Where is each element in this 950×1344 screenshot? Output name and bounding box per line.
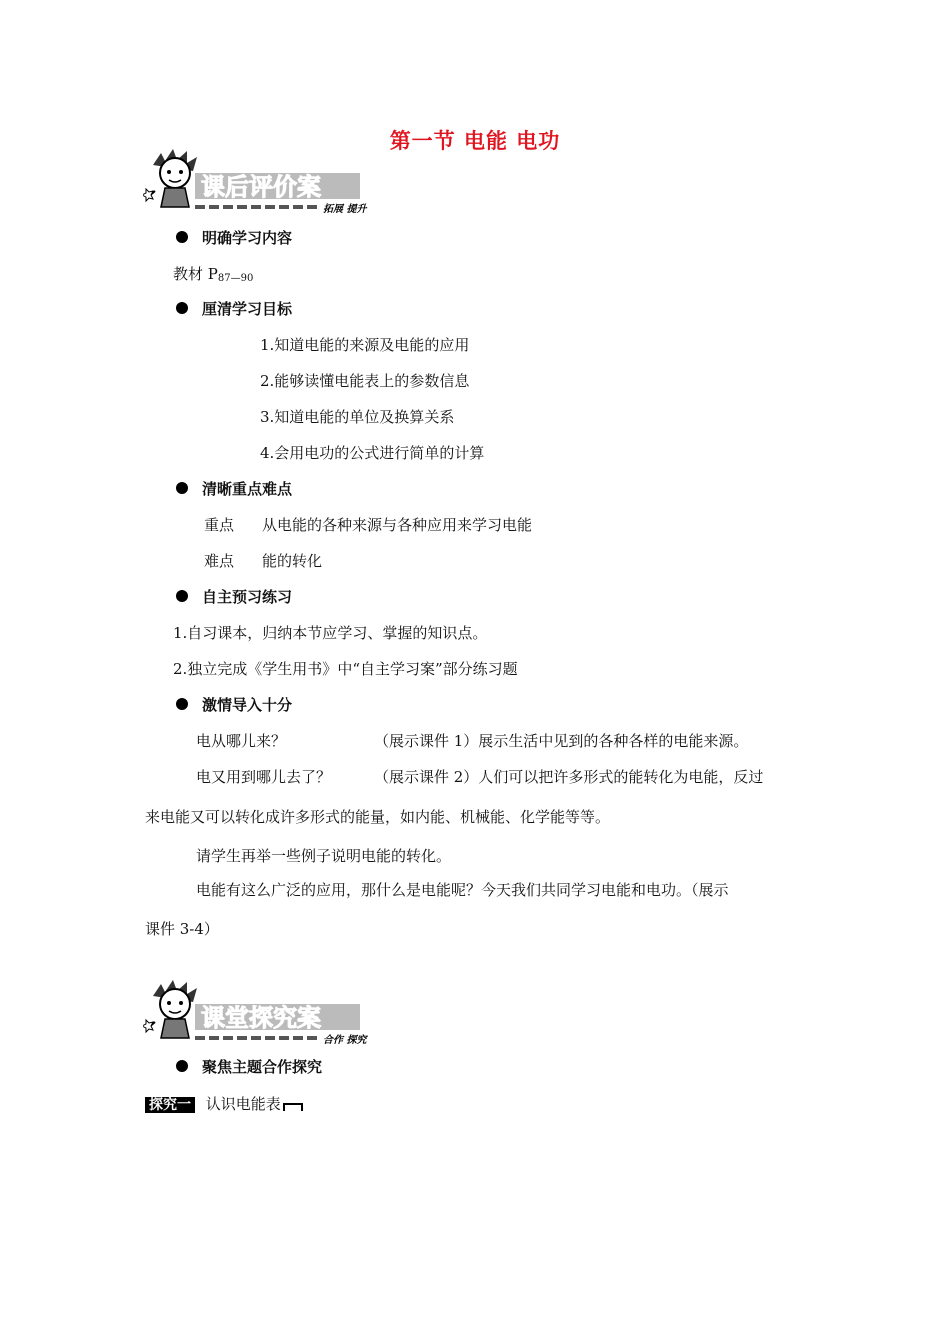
- banner-sub-text: 拓展 提升: [323, 204, 367, 215]
- bullet-icon: [176, 590, 188, 602]
- self-study-item: 2.独立完成《学生用书》中“自主学习案”部分练习题: [173, 660, 518, 678]
- banner-classroom-exploration: [143, 976, 388, 1046]
- cartoon-boy-icon: [143, 980, 197, 1038]
- bullet-icon: [176, 231, 188, 243]
- banner-main-text: 课堂探究案: [201, 1004, 321, 1032]
- banner-main-text: 课后评价案: [201, 173, 321, 201]
- goal-item: 3.知道电能的单位及换算关系: [260, 408, 455, 426]
- bullet-icon: [176, 698, 188, 710]
- bullet-icon: [176, 1060, 188, 1072]
- answer-1: （展示课件 1）展示生活中见到的各种各样的电能来源。: [374, 732, 749, 750]
- answer-2-continued: 来电能又可以转化成许多形式的能量，如内能、机械能、化学能等等。: [145, 808, 611, 826]
- page-title: 第一节 电能 电功: [389, 129, 561, 153]
- heading-key-points: 清晰重点难点: [202, 480, 293, 498]
- banner-sub-text: 合作 探究: [323, 1035, 367, 1046]
- goal-item: 4.会用电功的公式进行简单的计算: [260, 444, 485, 462]
- textbook-pages: 教材 $P_{87—90}$: [173, 265, 254, 284]
- heading-cooperative-exploration: 聚焦主题合作探究: [202, 1058, 323, 1076]
- question-2: 电又用到哪儿去了？: [196, 768, 332, 786]
- cartoon-boy-icon: [143, 149, 197, 207]
- difficulty-label: 难点: [204, 552, 235, 570]
- paragraph-examples: 请学生再举一些例子说明电能的转化。: [196, 847, 452, 865]
- heading-learning-goals: 厘清学习目标: [202, 300, 293, 318]
- difficulty-text: 能的转化: [262, 552, 323, 570]
- key-point-text: 从电能的各种来源与各种应用来学习电能: [262, 516, 533, 534]
- goal-item: 1.知道电能的来源及电能的应用: [260, 336, 470, 354]
- paragraph-what-is-electric-energy: 电能有这么广泛的应用，那什么是电能呢？今天我们共同学习电能和电功。（展示: [196, 881, 729, 899]
- bullet-icon: [176, 302, 188, 314]
- goal-item: 2.能够读懂电能表上的参数信息: [260, 372, 470, 390]
- exploration-tag: 探究一: [145, 1097, 195, 1113]
- heading-self-study: 自主预习练习: [202, 588, 293, 606]
- key-point-label: 重点: [204, 516, 235, 534]
- answer-2: （展示课件 2）人们可以把许多形式的能转化为电能，反过: [374, 768, 764, 786]
- paragraph-continued: 课件 3-4）: [145, 920, 219, 938]
- heading-learning-content: 明确学习内容: [202, 229, 293, 247]
- self-study-item: 1.自习课本，归纳本节应学习、掌握的知识点。: [173, 624, 488, 642]
- heading-introduction: 激情导入十分: [202, 696, 293, 714]
- exploration-line: [145, 1093, 303, 1114]
- text-cursor-icon: [283, 1103, 303, 1111]
- bullet-icon: [176, 482, 188, 494]
- banner-after-class-evaluation: [143, 145, 388, 215]
- exploration-text: 认识电能表: [205, 1095, 281, 1113]
- question-1: 电从哪儿来？: [196, 732, 287, 750]
